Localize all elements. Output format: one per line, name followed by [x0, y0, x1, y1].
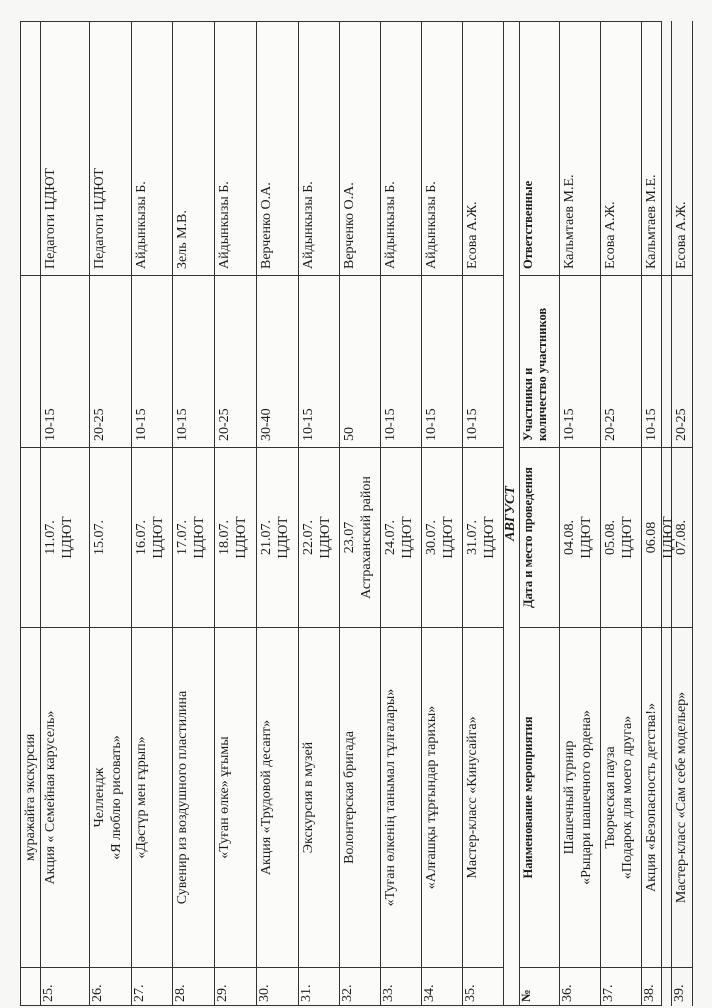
event-name-cell-line: «Дәстүр мен ғұрып»: [134, 736, 149, 859]
date-place-cell-line: 16.07.: [134, 520, 149, 555]
responsible-cell: Кальмтаев М.Е.: [559, 21, 600, 276]
responsible-cell: Айдынкызы Б.: [214, 21, 256, 276]
responsible-cell: Верченко О.А.: [339, 21, 380, 276]
date-place-cell: [339, 448, 380, 628]
participants-cell: 10-15: [298, 276, 339, 448]
date-place-cell-line: 15.07.: [92, 520, 107, 555]
table-row: [421, 21, 463, 1006]
num-cell: 39.: [672, 984, 687, 1002]
date-place-cell-line: ЦДЮТ: [192, 516, 207, 559]
num-cell: 33.: [381, 984, 396, 1002]
event-name-cell-line: «Рыцари шашечного ордена»: [579, 710, 594, 885]
date-place-cell-line: ЦДЮТ: [441, 516, 456, 559]
responsible-cell: Педагоги ЦДЮТ: [40, 21, 89, 276]
participants-cell-line: количество участников: [535, 307, 549, 441]
event-name-cell-line: Сувенир из воздушного пластилина: [175, 690, 190, 905]
event-name-cell-line: муражайға экскурсия: [23, 733, 38, 862]
num-cell: 29.: [215, 984, 230, 1002]
date-place-cell: [40, 448, 89, 628]
date-place-cell: [89, 448, 131, 628]
date-place-cell-line: ЦДЮТ: [482, 516, 497, 559]
participants-cell: 20-25: [214, 276, 256, 448]
participants-cell: 20-25: [89, 276, 131, 448]
event-name-cell: [256, 628, 298, 968]
date-place-cell-line: ЦДЮТ: [276, 516, 291, 559]
event-name-cell-line: «Туған өлке» ұғымы: [217, 736, 232, 859]
date-place-cell: [380, 448, 421, 628]
num-cell: 32.: [340, 984, 355, 1002]
num-cell: 30.: [257, 984, 272, 1002]
event-name-cell-line: Челлендж: [92, 767, 107, 828]
table-row: [559, 21, 601, 1006]
num-cell: 27.: [132, 984, 147, 1002]
event-name-cell: [20, 628, 40, 968]
event-name-cell: [214, 628, 256, 968]
table-row: [600, 21, 642, 1006]
date-place-cell-line: ЦДЮТ: [234, 516, 249, 559]
event-name-cell-line: «Подарок для моего друга»: [620, 715, 635, 880]
table-row: [214, 21, 257, 1006]
table-row: [298, 21, 340, 1006]
participants-cell: 10-15: [641, 276, 671, 448]
responsible-cell: [20, 21, 40, 276]
num-cell: 28.: [173, 984, 188, 1002]
date-place-cell: [214, 448, 256, 628]
date-place-cell: [462, 448, 503, 628]
participants-cell: [20, 276, 40, 448]
event-name-cell: [131, 628, 172, 968]
event-name-cell-line: «Туған өлкенің танымал тұлғалары»: [383, 688, 398, 907]
num-cell: [20, 968, 40, 1006]
num-cell: 38.: [642, 984, 657, 1002]
date-place-cell-line: 23.07: [342, 521, 357, 554]
date-place-cell-line: 07.08.: [674, 520, 689, 555]
table-row: [462, 21, 504, 1006]
participants-cell: 10-15: [421, 276, 462, 448]
responsible-cell: Педагоги ЦДЮТ: [89, 21, 131, 276]
event-name-cell-line: Экскурсия в музей: [301, 741, 316, 854]
date-place-cell-line: ЦДЮТ: [318, 516, 333, 559]
date-place-cell-line: ЦДЮТ: [151, 516, 166, 559]
num-cell: №: [519, 989, 533, 1002]
event-name-cell: [380, 628, 421, 968]
month-heading: АВГУСТ: [503, 21, 520, 1006]
participants-cell: 20-25: [600, 276, 641, 448]
date-place-cell-line: ЦДЮТ: [620, 516, 635, 559]
date-place-cell-line: 11.07.: [43, 520, 58, 555]
event-name-cell: [600, 628, 641, 968]
event-name-cell: [641, 628, 671, 968]
table-row: [172, 21, 215, 1006]
date-place-cell-line: 21.07.: [259, 520, 274, 555]
participants-cell: [519, 276, 559, 448]
table-row: [256, 21, 299, 1006]
table-row: [131, 21, 173, 1006]
participants-cell: 50: [339, 276, 380, 448]
date-place-cell: [172, 448, 214, 628]
num-cell: 36.: [560, 984, 575, 1002]
event-name-cell-line: «Я люблю рисовать»: [109, 735, 124, 860]
responsible-cell: Айдынкызы Б.: [421, 21, 462, 276]
event-name-cell: [559, 628, 600, 968]
event-name-cell-line: Шашечный турнир: [562, 740, 577, 855]
responsible-cell: Есова А.Ж.: [671, 21, 692, 276]
table-header-row: [519, 21, 560, 1006]
date-place-cell: [131, 448, 172, 628]
participants-cell: 10-15: [559, 276, 600, 448]
table-row: [641, 21, 676, 1006]
event-name-cell: [172, 628, 214, 968]
participants-cell: 10-15: [131, 276, 172, 448]
event-name-cell-line: Мастер-класс «Кинусайга»: [465, 716, 480, 879]
responsible-cell: Ответственные: [519, 21, 559, 276]
date-place-cell-line: ЦДЮТ: [661, 516, 676, 559]
table-row: [89, 21, 132, 1006]
date-place-cell: [20, 448, 40, 628]
event-name-cell-line: Акция « Семейная карусель»: [43, 710, 58, 885]
table-row: [339, 21, 381, 1006]
date-place-cell: [641, 448, 676, 628]
event-name-cell: [298, 628, 339, 968]
date-place-cell: [256, 448, 298, 628]
event-name-cell-line: «Алғашқы тұрғындар тарихы»: [424, 705, 439, 890]
responsible-cell: Айдынкызы Б.: [131, 21, 172, 276]
event-name-cell: Наименование мероприятия: [519, 628, 559, 968]
table-row: [671, 21, 693, 1006]
participants-cell: 10-15: [40, 276, 89, 448]
num-cell: 25.: [41, 984, 56, 1002]
responsible-cell: Есова А.Ж.: [462, 21, 503, 276]
date-place-cell-line: 22.07.: [301, 520, 316, 555]
event-name-cell: [421, 628, 462, 968]
date-place-cell-line: 05.08.: [603, 520, 618, 555]
date-place-cell-line: ЦДЮТ: [579, 516, 594, 559]
responsible-cell: Зель М.В.: [172, 21, 214, 276]
date-place-cell: [298, 448, 339, 628]
date-place-cell: [559, 448, 600, 628]
date-place-cell-line: 24.07.: [383, 520, 398, 555]
date-place-cell-line: 31.07.: [465, 520, 480, 555]
responsible-cell: Есова А.Ж.: [600, 21, 641, 276]
participants-cell: 10-15: [380, 276, 421, 448]
num-cell: 31.: [299, 984, 314, 1002]
responsible-cell: Айдынкызы Б.: [298, 21, 339, 276]
event-name-cell-line: Мастер-класс «Сам себе модельер»: [674, 691, 689, 904]
date-place-cell-line: 17.07.: [175, 520, 190, 555]
event-name-cell: [339, 628, 380, 968]
event-name-cell-line: Творческая пауза: [603, 746, 618, 849]
num-cell: 37.: [601, 984, 616, 1002]
event-name-cell: [671, 628, 692, 968]
num-cell: 35.: [463, 984, 478, 1002]
date-place-cell-line: ЦДЮТ: [60, 516, 75, 559]
date-place-cell-line: Астраханский район: [359, 476, 374, 599]
responsible-cell: Айдынкызы Б.: [380, 21, 421, 276]
event-name-cell-line: Акция «Трудовой десант»: [259, 719, 274, 876]
date-place-cell-line: 04.08.: [562, 520, 577, 555]
date-place-cell: [671, 448, 692, 628]
responsible-cell: Кальмтаев М.Е.: [641, 21, 671, 276]
responsible-cell: Верченко О.А.: [256, 21, 298, 276]
date-place-cell-line: ЦДЮТ: [400, 516, 415, 559]
date-place-cell-line: 06.08: [644, 521, 659, 554]
date-place-cell: [421, 448, 462, 628]
date-place-cell: [600, 448, 641, 628]
event-name-cell: [40, 628, 89, 968]
num-cell: 34.: [422, 984, 437, 1002]
table-row: [40, 21, 90, 1006]
participants-cell: 20-25: [671, 276, 692, 448]
event-name-cell: [89, 628, 131, 968]
schedule-table: [20, 21, 689, 1006]
date-place-cell-line: 18.07.: [217, 520, 232, 555]
participants-cell: 30-40: [256, 276, 298, 448]
participants-cell: 10-15: [462, 276, 503, 448]
event-name-cell: [462, 628, 503, 968]
participants-cell: 10-15: [172, 276, 214, 448]
date-place-cell: Дата и место проведения: [519, 448, 559, 628]
table-row: [20, 21, 41, 1006]
date-place-cell-line: 30.07.: [424, 520, 439, 555]
event-name-cell-line: Волонтерская бригада: [342, 731, 357, 864]
event-name-cell-line: Акция «Безопасность детства!»: [644, 703, 659, 892]
num-cell: 26.: [90, 984, 105, 1002]
participants-cell-line: Участники и: [521, 367, 535, 441]
table-row: [380, 21, 422, 1006]
